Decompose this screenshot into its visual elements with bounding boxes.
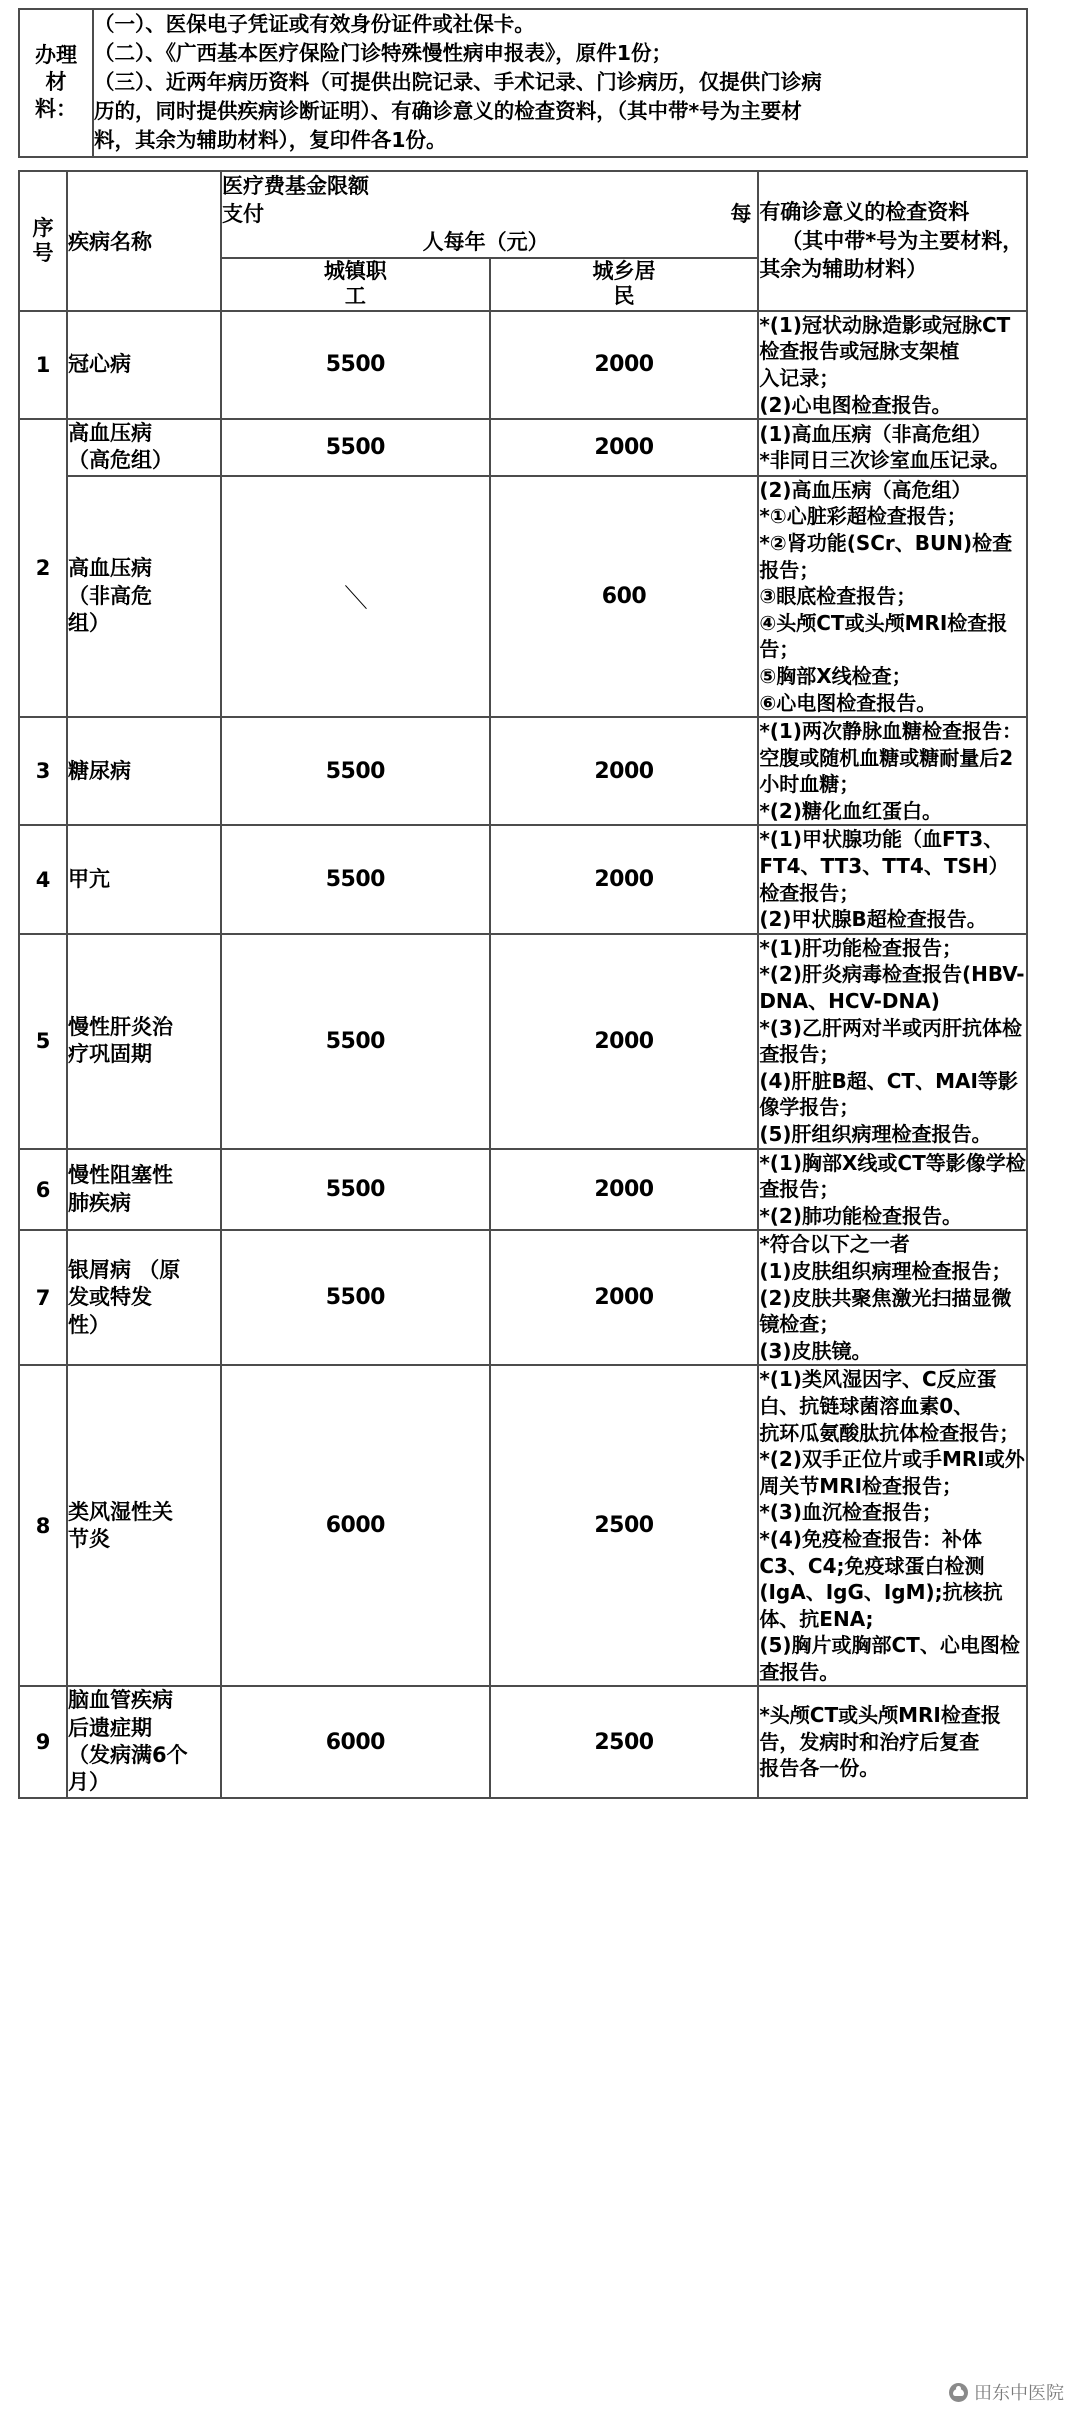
row-exam-materials bbox=[758, 419, 1027, 476]
row-material-line: (2)心电图检查报告。 bbox=[759, 392, 952, 417]
row-material-line: 报告各一份。 bbox=[759, 1756, 880, 1781]
row-material-line: (IgA、IgG、IgM);抗核抗体、抗ENA; bbox=[759, 1580, 1003, 1631]
table-row bbox=[19, 476, 1027, 717]
row-material-line: *符合以下之一者 bbox=[759, 1232, 910, 1257]
row-material-line: *(1)甲状腺功能（血FT3、FT4、TT3、TT4、TSH） bbox=[759, 827, 1009, 879]
header-sub-resident-line2: 民 bbox=[613, 284, 635, 309]
row-disease-line: 后遗症期 bbox=[68, 1715, 152, 1740]
row-resident-limit: 2000 bbox=[490, 825, 759, 933]
row-material-line: (2)甲状腺B超检查报告。 bbox=[759, 907, 987, 932]
not-applicable-slash: ＼ bbox=[343, 583, 367, 614]
table-row bbox=[19, 934, 1027, 1149]
row-employee-limit: 6000 bbox=[221, 1686, 490, 1797]
row-disease-name bbox=[67, 419, 221, 476]
row-disease-name bbox=[67, 717, 221, 825]
header-exam-line1: 有确诊意义的检查资料 bbox=[759, 200, 970, 225]
row-material-line: *(1)类风湿因字、C反应蛋白、抗链球菌溶血素0、 bbox=[759, 1367, 997, 1418]
table-header-row-1 bbox=[19, 171, 1027, 258]
table-row bbox=[19, 311, 1027, 419]
row-sequence: 4 bbox=[19, 825, 67, 933]
row-material-line: *(1)冠状动脉造影或冠脉CT检查报告或冠脉支架植 bbox=[759, 312, 1011, 364]
row-material-line: *非同日三次诊室血压记录。 bbox=[759, 448, 1010, 473]
header-sub-urban-employee bbox=[221, 258, 490, 311]
row-sequence: 5 bbox=[19, 934, 67, 1149]
row-material-line: *(2)肺功能检查报告。 bbox=[759, 1203, 962, 1228]
row-resident-limit: 2000 bbox=[490, 717, 759, 825]
row-disease-line: 组） bbox=[68, 611, 110, 636]
row-resident-limit: 2500 bbox=[490, 1365, 759, 1686]
row-resident-limit: 2000 bbox=[490, 934, 759, 1149]
row-disease-name bbox=[67, 1149, 221, 1231]
header-sub-resident-line1: 城乡居 bbox=[592, 258, 656, 283]
table-row bbox=[19, 1365, 1027, 1686]
materials-line-2: （二）、《广西基本医疗保险门诊特殊慢性病申报表》，原件1份； bbox=[94, 41, 673, 66]
table-row bbox=[19, 1230, 1027, 1365]
materials-label-cell bbox=[19, 9, 93, 157]
row-sequence: 2 bbox=[19, 419, 67, 717]
row-material-line: ④头颅CT或头颅MRI检查报告； bbox=[759, 610, 1008, 662]
header-sequence bbox=[19, 171, 67, 311]
row-material-line: ⑤胸部X线检查； bbox=[759, 663, 912, 688]
row-sequence: 6 bbox=[19, 1149, 67, 1231]
row-resident-limit: 2000 bbox=[490, 1230, 759, 1365]
row-material-line: (2)高血压病（高危组） bbox=[759, 477, 972, 502]
table-row bbox=[19, 1149, 1027, 1231]
row-material-line: ⑥心电图检查报告。 bbox=[759, 690, 937, 715]
row-exam-materials bbox=[758, 717, 1027, 825]
row-material-line: *(3)血沉检查报告； bbox=[759, 1500, 942, 1525]
table-row bbox=[19, 717, 1027, 825]
materials-body-cell bbox=[93, 9, 1027, 157]
row-employee-limit: 5500 bbox=[221, 311, 490, 419]
materials-label-line3: 料： bbox=[35, 97, 77, 122]
row-disease-line: 发或特发 bbox=[68, 1285, 152, 1310]
row-disease-line: 性） bbox=[68, 1312, 110, 1337]
row-resident-limit: 2000 bbox=[490, 419, 759, 476]
row-disease-line: （非高危 bbox=[68, 583, 152, 608]
row-material-line: *(1)两次静脉血糖检查报告：空腹或随机血糖或糖耐量后2小时血糖； bbox=[759, 719, 1022, 797]
row-disease-line: 冠心病 bbox=[68, 352, 131, 377]
header-sequence-line1: 序 bbox=[32, 215, 54, 240]
row-material-line: *(3)乙肝两对半或丙肝抗体检查报告； bbox=[759, 1015, 1022, 1067]
row-disease-line: 月） bbox=[68, 1770, 110, 1795]
row-sequence: 7 bbox=[19, 1230, 67, 1365]
row-employee-limit: 5500 bbox=[221, 419, 490, 476]
materials-table bbox=[18, 8, 1028, 158]
row-disease-line: 脑血管疾病 bbox=[68, 1688, 173, 1713]
row-employee-limit: 5500 bbox=[221, 934, 490, 1149]
materials-line-3: （三）、近两年病历资料（可提供出院记录、手术记录、门诊病历，仅提供门诊病 bbox=[94, 70, 822, 95]
row-sequence: 3 bbox=[19, 717, 67, 825]
row-employee-limit: 6000 bbox=[221, 1365, 490, 1686]
row-material-line: (2)皮肤共聚焦激光扫描显微镜检查； bbox=[759, 1285, 1012, 1337]
row-exam-materials bbox=[758, 1149, 1027, 1231]
table-row bbox=[19, 825, 1027, 933]
header-fund-line2 bbox=[222, 200, 757, 228]
row-material-line: *②肾功能(SCr、BUN)检查报告； bbox=[759, 530, 1013, 582]
row-disease-line: 甲亢 bbox=[68, 867, 110, 892]
row-employee-limit: 5500 bbox=[221, 1230, 490, 1365]
materials-line-1: （一）、医保电子凭证或有效身份证件或社保卡。 bbox=[94, 12, 535, 36]
row-employee-limit: 5500 bbox=[221, 1149, 490, 1231]
materials-label-line2: 材 bbox=[45, 70, 67, 95]
row-disease-name bbox=[67, 476, 221, 717]
row-disease-line: 高血压病 bbox=[68, 421, 152, 446]
row-material-line: *(2)双手正位片或手MRI或外周关节MRI检查报告； bbox=[759, 1447, 1025, 1498]
row-exam-materials bbox=[758, 825, 1027, 933]
row-disease-line: 银屑病 （原 bbox=[68, 1257, 181, 1282]
header-fund-line3: 人每年（元） bbox=[422, 230, 549, 255]
row-disease-name bbox=[67, 311, 221, 419]
row-exam-materials bbox=[758, 1686, 1027, 1797]
row-disease-name bbox=[67, 1686, 221, 1797]
header-disease-name: 疾病名称 bbox=[67, 171, 221, 311]
row-disease-line: （发病满6个 bbox=[68, 1743, 188, 1768]
header-fund-per: 每 bbox=[730, 201, 752, 226]
row-sequence: 9 bbox=[19, 1686, 67, 1797]
row-resident-limit: 2500 bbox=[490, 1686, 759, 1797]
footer-watermark-label: 田东中医院 bbox=[974, 2383, 1064, 2404]
header-exam-materials bbox=[758, 171, 1027, 311]
row-resident-limit: 2000 bbox=[490, 311, 759, 419]
row-material-line: (5)胸片或胸部CT、心电图检查报告。 bbox=[759, 1633, 1020, 1684]
row-employee-limit bbox=[221, 476, 490, 717]
row-material-line: (4)肝脏B超、CT、MAI等影像学报告； bbox=[759, 1068, 1018, 1120]
header-exam-line2: （其中带*号为主要材料，其余为辅助材料） bbox=[759, 228, 1024, 281]
row-disease-name bbox=[67, 1365, 221, 1686]
row-disease-line: 肺疾病 bbox=[68, 1190, 131, 1215]
header-sub-urban-rural-resident bbox=[490, 258, 759, 311]
row-sequence: 8 bbox=[19, 1365, 67, 1686]
row-resident-limit: 2000 bbox=[490, 1149, 759, 1231]
row-disease-line: 慢性阻塞性 bbox=[68, 1163, 173, 1188]
header-fund-line1: 医疗费基金限额 bbox=[222, 173, 369, 198]
materials-row bbox=[19, 9, 1027, 157]
materials-line-4: 历的，同时提供疾病诊断证明）、有确诊意义的检查资料，（其中带*号为主要材 bbox=[94, 99, 802, 124]
wechat-account-icon bbox=[949, 2383, 968, 2402]
row-material-line: *(2)糖化血红蛋白。 bbox=[759, 798, 942, 823]
row-employee-limit: 5500 bbox=[221, 825, 490, 933]
row-resident-limit: 600 bbox=[490, 476, 759, 717]
row-exam-materials bbox=[758, 476, 1027, 717]
row-exam-materials bbox=[758, 934, 1027, 1149]
table-row bbox=[19, 419, 1027, 476]
header-sub-employee-line1: 城镇职 bbox=[323, 258, 387, 283]
row-employee-limit: 5500 bbox=[221, 717, 490, 825]
row-material-line: 抗环瓜氨酸肽抗体检查报告； bbox=[759, 1420, 1020, 1445]
header-fund-pay: 支付 bbox=[222, 201, 264, 226]
row-exam-materials bbox=[758, 1230, 1027, 1365]
row-material-line: (1)皮肤组织病理检查报告； bbox=[759, 1258, 1012, 1283]
row-sequence: 1 bbox=[19, 311, 67, 419]
header-sub-employee-line2: 工 bbox=[344, 284, 366, 309]
row-exam-materials bbox=[758, 1365, 1027, 1686]
materials-line-5: 料，其余为辅助材料），复印件各1份。 bbox=[94, 128, 447, 153]
row-disease-line: （高危组） bbox=[68, 448, 173, 473]
footer-watermark bbox=[949, 2379, 1064, 2405]
row-disease-line: 糖尿病 bbox=[68, 758, 131, 783]
row-disease-line: 慢性肝炎治 bbox=[68, 1014, 173, 1039]
row-exam-materials bbox=[758, 311, 1027, 419]
row-disease-line: 节炎 bbox=[68, 1526, 110, 1551]
row-material-line: *(4)免疫检查报告：补体C3、C4;免疫球蛋白检测 bbox=[759, 1526, 985, 1578]
header-sequence-line2: 号 bbox=[32, 240, 54, 265]
row-material-line: *头颅CT或头颅MRI检查报告，发病时和治疗后复查 bbox=[759, 1703, 1001, 1754]
row-material-line: 检查报告； bbox=[759, 880, 860, 905]
row-material-line: (1)高血压病（非高危组） bbox=[759, 421, 992, 446]
row-disease-name bbox=[67, 934, 221, 1149]
row-disease-line: 疗巩固期 bbox=[68, 1042, 152, 1067]
row-material-line: *①心脏彩超检查报告； bbox=[759, 504, 967, 529]
table-row bbox=[19, 1686, 1027, 1797]
row-disease-name bbox=[67, 825, 221, 933]
row-disease-name bbox=[67, 1230, 221, 1365]
header-fund-limit bbox=[221, 171, 758, 258]
row-material-line: 入记录； bbox=[759, 365, 840, 390]
row-material-line: *(1)肝功能检查报告； bbox=[759, 935, 962, 960]
row-material-line: *(1)胸部X线或CT等影像学检查报告； bbox=[759, 1150, 1026, 1202]
row-material-line: *(2)肝炎病毒检查报告(HBV-DNA、HCV-DNA) bbox=[759, 962, 1025, 1014]
row-disease-line: 类风湿性关 bbox=[68, 1499, 173, 1524]
disease-table bbox=[18, 170, 1028, 1799]
row-material-line: (3)皮肤镜。 bbox=[759, 1338, 872, 1363]
row-material-line: (5)肝组织病理检查报告。 bbox=[759, 1122, 992, 1147]
row-material-line: ③眼底检查报告； bbox=[759, 584, 917, 609]
materials-label-line1: 办理 bbox=[35, 43, 77, 68]
row-disease-line: 高血压病 bbox=[68, 556, 152, 581]
